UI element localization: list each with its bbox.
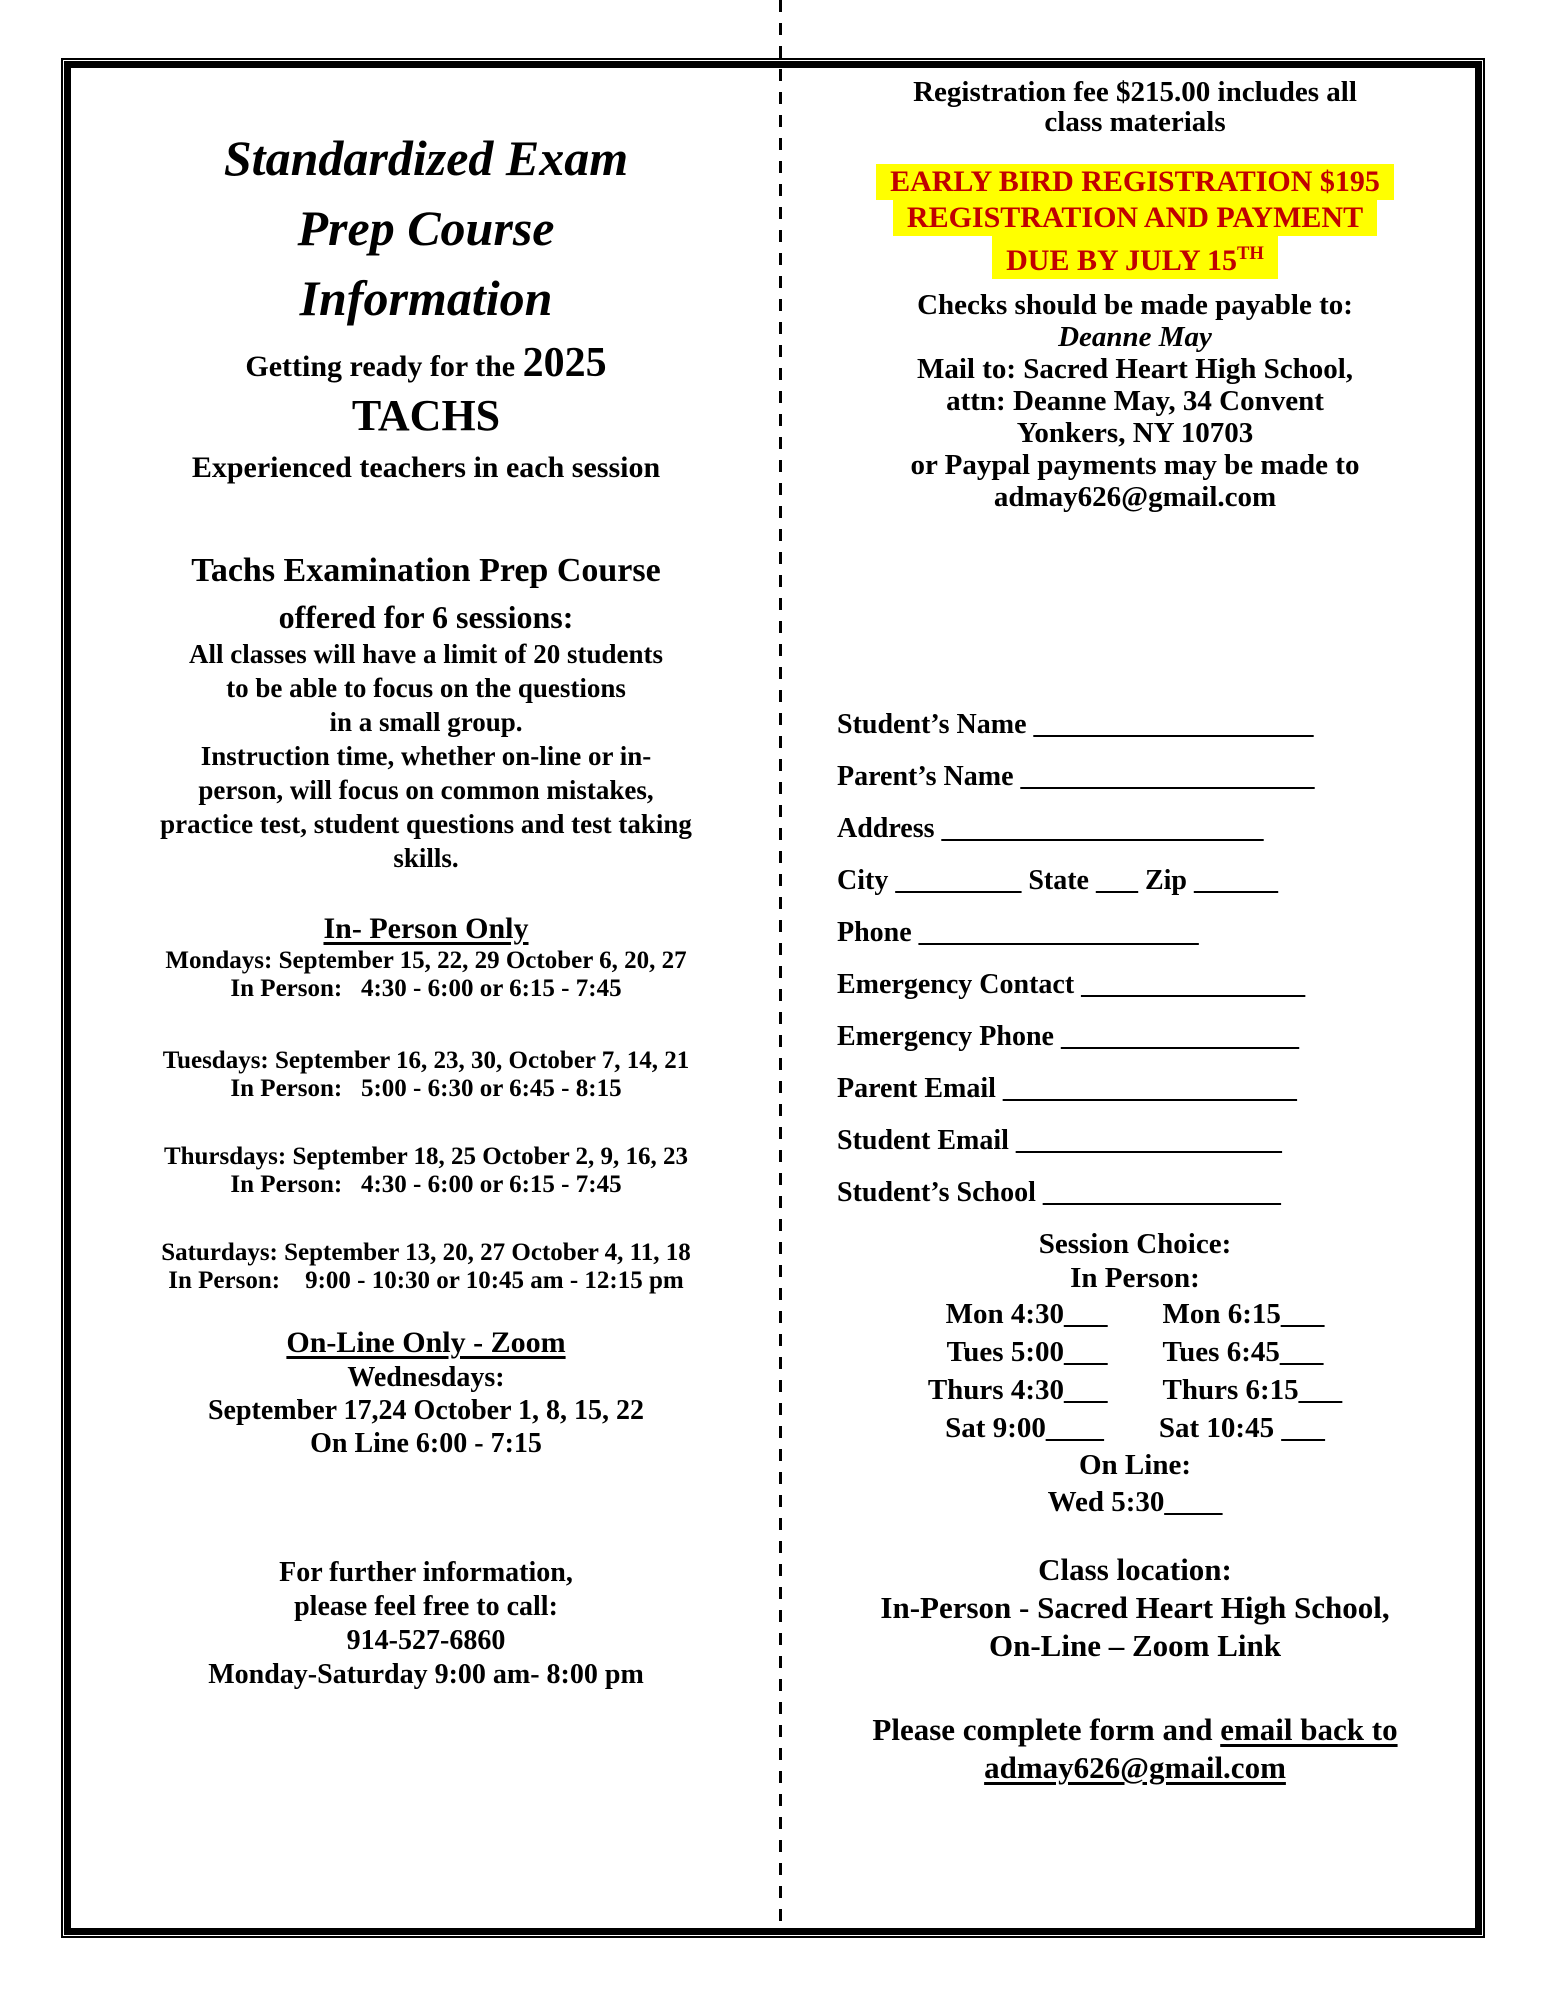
submission-text: Please complete form and [872, 1712, 1221, 1747]
schedule-group-thursdays [76, 1143, 776, 1199]
exam-name: TACHS [351, 391, 501, 440]
description-line: Instruction time, whether on-line or in- [200, 741, 652, 771]
description-line: All classes will have a limit of 20 students [188, 639, 663, 669]
early-bird-line: EARLY BIRD REGISTRATION $195 [876, 164, 1394, 200]
subtitle-year: 2025 [522, 340, 607, 386]
field-student-name: Student’s Name ____________________ [837, 709, 1314, 740]
left-column [76, 77, 776, 1692]
schedule-time: In Person: 9:00 - 10:30 or 10:45 am - 12:15 pm [168, 1267, 684, 1294]
title-line-2: Prep Course [297, 200, 555, 256]
payment-line: Checks should be made payable to: [917, 289, 1353, 321]
online-schedule-line: On Line 6:00 - 7:15 [310, 1428, 542, 1459]
session-in-person-label: In Person: [1070, 1262, 1200, 1294]
session-option: Thurs 6:15___ [1162, 1374, 1343, 1406]
payment-line: Mail to: Sacred Heart High School, [916, 353, 1354, 385]
session-option: Sat 9:00____ [945, 1412, 1104, 1444]
fee-line: Registration fee $215.00 includes all [913, 76, 1357, 108]
early-bird-date: DUE BY JULY 15 [1006, 244, 1237, 277]
session-option: Mon 4:30___ [945, 1298, 1108, 1330]
subtitle-getting-ready [76, 339, 776, 391]
schedule-time: In Person: 4:30 - 6:00 or 6:15 - 7:45 [230, 975, 622, 1002]
tagline: Experienced teachers in each session [191, 451, 661, 484]
prep-course-subheading: offered for 6 sessions: [278, 599, 574, 635]
online-only-heading: On-Line Only - Zoom [286, 1326, 566, 1359]
right-column [792, 77, 1478, 1787]
schedule-days: Tuesdays: September 16, 23, 30, October 7, 14, 21 [162, 1047, 690, 1074]
class-location [792, 1551, 1478, 1665]
contact-line: For further information, [279, 1557, 573, 1588]
early-bird-banner [792, 164, 1478, 279]
field-parent-name: Parent’s Name _____________________ [837, 761, 1315, 792]
field-phone: Phone ____________________ [837, 917, 1199, 948]
description-line: in a small group. [329, 707, 523, 737]
payee-name: Deanne May [1058, 321, 1212, 353]
submission-instructions [792, 1711, 1478, 1787]
class-location-line: In-Person - Sacred Heart High School, [880, 1590, 1390, 1625]
session-row-saturday [792, 1409, 1478, 1447]
course-description [76, 637, 776, 875]
session-option: Tues 5:00___ [946, 1336, 1108, 1368]
contact-phone: 914-527-6860 [346, 1625, 506, 1656]
payment-line: Yonkers, NY 10703 [1016, 417, 1254, 449]
submission-emphasis: email back to [1220, 1712, 1398, 1747]
schedule-group-mondays [76, 947, 776, 1003]
payment-line: or Paypal payments may be made to [910, 449, 1360, 481]
field-address: Address _______________________ [837, 813, 1264, 844]
title-line-1: Standardized Exam [223, 130, 629, 186]
session-option: Sat 10:45 ___ [1158, 1412, 1325, 1444]
class-location-heading: Class location: [1038, 1552, 1232, 1587]
session-option: Thurs 4:30___ [927, 1374, 1108, 1406]
session-online-label: On Line: [1079, 1449, 1191, 1481]
subtitle-text: Getting ready for the [245, 350, 523, 383]
session-option-wednesday: Wed 5:30____ [1047, 1486, 1223, 1518]
description-line: person, will focus on common mistakes, [198, 775, 654, 805]
schedule-time: In Person: 4:30 - 6:00 or 6:15 - 7:45 [230, 1171, 622, 1198]
class-location-line: On-Line – Zoom Link [989, 1628, 1281, 1663]
schedule-days: Thursdays: September 18, 25 October 2, 9, 16, 23 [163, 1143, 689, 1170]
schedule-group-saturdays [76, 1239, 776, 1295]
fee-line: class materials [1044, 106, 1226, 138]
session-row-thursday [792, 1371, 1478, 1409]
submission-line [792, 1711, 1478, 1749]
session-row-tuesday [792, 1333, 1478, 1371]
contact-line: please feel free to call: [294, 1591, 558, 1622]
paypal-email: admay626@gmail.com [993, 481, 1277, 513]
flyer-title [76, 123, 776, 333]
field-parent-email: Parent Email _____________________ [837, 1073, 1297, 1104]
schedule-group-tuesdays [76, 1047, 776, 1103]
early-bird-date-ordinal: TH [1237, 243, 1264, 264]
session-row-monday [792, 1295, 1478, 1333]
field-student-email: Student Email ___________________ [837, 1125, 1282, 1156]
field-emergency-phone: Emergency Phone _________________ [837, 1021, 1299, 1052]
early-bird-line [992, 236, 1278, 279]
contact-hours: Monday-Saturday 9:00 am- 8:00 pm [208, 1659, 644, 1690]
description-line: practice test, student questions and test taking [160, 809, 692, 839]
payment-instructions [792, 289, 1478, 513]
session-choice-heading: Session Choice: [1038, 1228, 1232, 1260]
field-city-state-zip: City _________ State ___ Zip ______ [837, 865, 1278, 896]
contact-info [76, 1556, 776, 1692]
online-schedule-line: September 17,24 October 1, 8, 15, 22 [207, 1395, 645, 1426]
payment-line: attn: Deanne May, 34 Convent [946, 385, 1324, 417]
registration-form [792, 699, 1478, 1219]
field-emergency-contact: Emergency Contact ________________ [837, 969, 1306, 1000]
submission-email: admay626@gmail.com [984, 1750, 1286, 1785]
early-bird-line: REGISTRATION AND PAYMENT [893, 200, 1377, 236]
description-line: to be able to focus on the questions [226, 673, 626, 703]
session-option: Mon 6:15___ [1162, 1298, 1325, 1330]
online-schedule [76, 1361, 776, 1460]
prep-course-heading: Tachs Examination Prep Course [191, 552, 661, 589]
online-schedule-line: Wednesdays: [347, 1362, 505, 1393]
schedule-days: Mondays: September 15, 22, 29 October 6, 20, 27 [165, 947, 687, 974]
session-option: Tues 6:45___ [1162, 1336, 1324, 1368]
session-options [792, 1295, 1478, 1521]
registration-fee [792, 77, 1478, 137]
title-line-3: Information [299, 270, 553, 326]
description-line: skills. [393, 843, 459, 873]
field-student-school: Student’s School _________________ [837, 1177, 1281, 1208]
in-person-only-heading: In- Person Only [323, 912, 529, 945]
schedule-time: In Person: 5:00 - 6:30 or 6:45 - 8:15 [230, 1075, 622, 1102]
schedule-days: Saturdays: September 13, 20, 27 October 4, 11, 18 [161, 1239, 691, 1266]
